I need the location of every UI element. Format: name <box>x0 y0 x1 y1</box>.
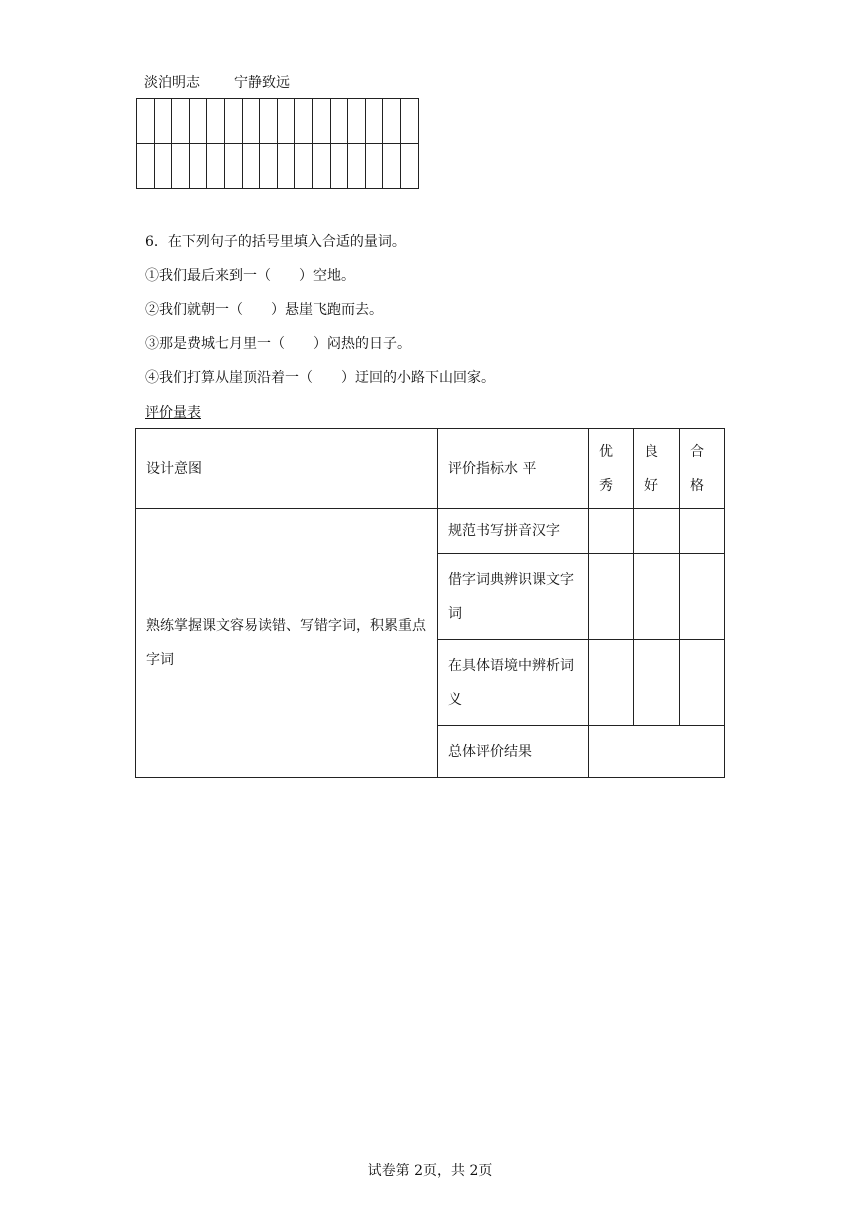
grid-cell[interactable] <box>295 99 313 144</box>
score-excellent-1[interactable] <box>589 509 634 554</box>
score-good-2[interactable] <box>634 554 680 640</box>
idiom-2: 宁静致远 <box>234 75 290 91</box>
score-pass-3[interactable] <box>680 640 725 726</box>
header-good: 良 好 <box>634 429 680 509</box>
grid-cell[interactable] <box>207 99 225 144</box>
grid-cell[interactable] <box>295 144 313 189</box>
score-excellent-2[interactable] <box>589 554 634 640</box>
header-excellent: 优 秀 <box>589 429 634 509</box>
intent-cell: 熟练掌握课文容易读错、写错字词，积累重点字词 <box>136 509 438 778</box>
grid-cell[interactable] <box>348 144 366 189</box>
grid-cell[interactable] <box>312 144 330 189</box>
grid-cell[interactable] <box>242 99 260 144</box>
score-good-3[interactable] <box>634 640 680 726</box>
grid-cell[interactable] <box>260 99 278 144</box>
grid-cell[interactable] <box>137 144 155 189</box>
question-6-item-2: ②我们就朝一（ ）悬崖飞跑而去。 <box>145 302 383 318</box>
header-criteria: 评价指标水 平 <box>438 429 589 509</box>
grid-cell[interactable] <box>189 99 207 144</box>
writing-grid <box>136 98 419 189</box>
score-pass-1[interactable] <box>680 509 725 554</box>
question-6-stem: 6．在下列句子的括号里填入合适的量词。 <box>145 234 406 250</box>
question-6-item-3: ③那是费城七月里一（ ）闷热的日子。 <box>145 336 411 352</box>
criteria-3: 在具体语境中辨析词义 <box>438 640 589 726</box>
question-6-item-4: ④我们打算从崖顶沿着一（ ）迂回的小路下山回家。 <box>145 370 495 386</box>
grid-cell[interactable] <box>137 99 155 144</box>
total-label: 总体评价结果 <box>438 726 589 778</box>
header-row <box>136 429 725 509</box>
score-excellent-3[interactable] <box>589 640 634 726</box>
grid-cell[interactable] <box>189 144 207 189</box>
grid-cell[interactable] <box>312 99 330 144</box>
criteria-2: 借字词典辨识课文字词 <box>438 554 589 640</box>
idiom-line <box>144 72 290 92</box>
grid-cell[interactable] <box>365 99 383 144</box>
score-pass-2[interactable] <box>680 554 725 640</box>
grid-cell[interactable] <box>224 99 242 144</box>
grid-cell[interactable] <box>348 99 366 144</box>
grid-cell[interactable] <box>207 144 225 189</box>
grid-row <box>137 144 419 189</box>
grid-cell[interactable] <box>154 144 172 189</box>
total-result[interactable] <box>589 726 725 778</box>
criteria-1: 规范书写拼音汉字 <box>438 509 589 554</box>
page-footer: 试卷第 2页，共 2页 <box>367 1163 493 1179</box>
grid-cell[interactable] <box>224 144 242 189</box>
grid-cell[interactable] <box>172 144 190 189</box>
header-intent: 设计意图 <box>136 429 438 509</box>
evaluation-title: 评价量表 <box>145 405 201 421</box>
grid-cell[interactable] <box>383 144 401 189</box>
criteria-row <box>136 509 725 554</box>
grid-cell[interactable] <box>330 99 348 144</box>
grid-cell[interactable] <box>365 144 383 189</box>
header-pass: 合 格 <box>680 429 725 509</box>
question-6-item-1: ①我们最后来到一（ ）空地。 <box>145 268 355 284</box>
grid-cell[interactable] <box>242 144 260 189</box>
score-good-1[interactable] <box>634 509 680 554</box>
grid-cell[interactable] <box>400 99 418 144</box>
evaluation-table <box>135 428 725 778</box>
grid-cell[interactable] <box>260 144 278 189</box>
grid-cell[interactable] <box>400 144 418 189</box>
idiom-1: 淡泊明志 <box>144 75 200 91</box>
grid-cell[interactable] <box>277 144 295 189</box>
grid-cell[interactable] <box>330 144 348 189</box>
grid-row <box>137 99 419 144</box>
grid-cell[interactable] <box>383 99 401 144</box>
grid-cell[interactable] <box>277 99 295 144</box>
grid-cell[interactable] <box>172 99 190 144</box>
grid-cell[interactable] <box>154 99 172 144</box>
